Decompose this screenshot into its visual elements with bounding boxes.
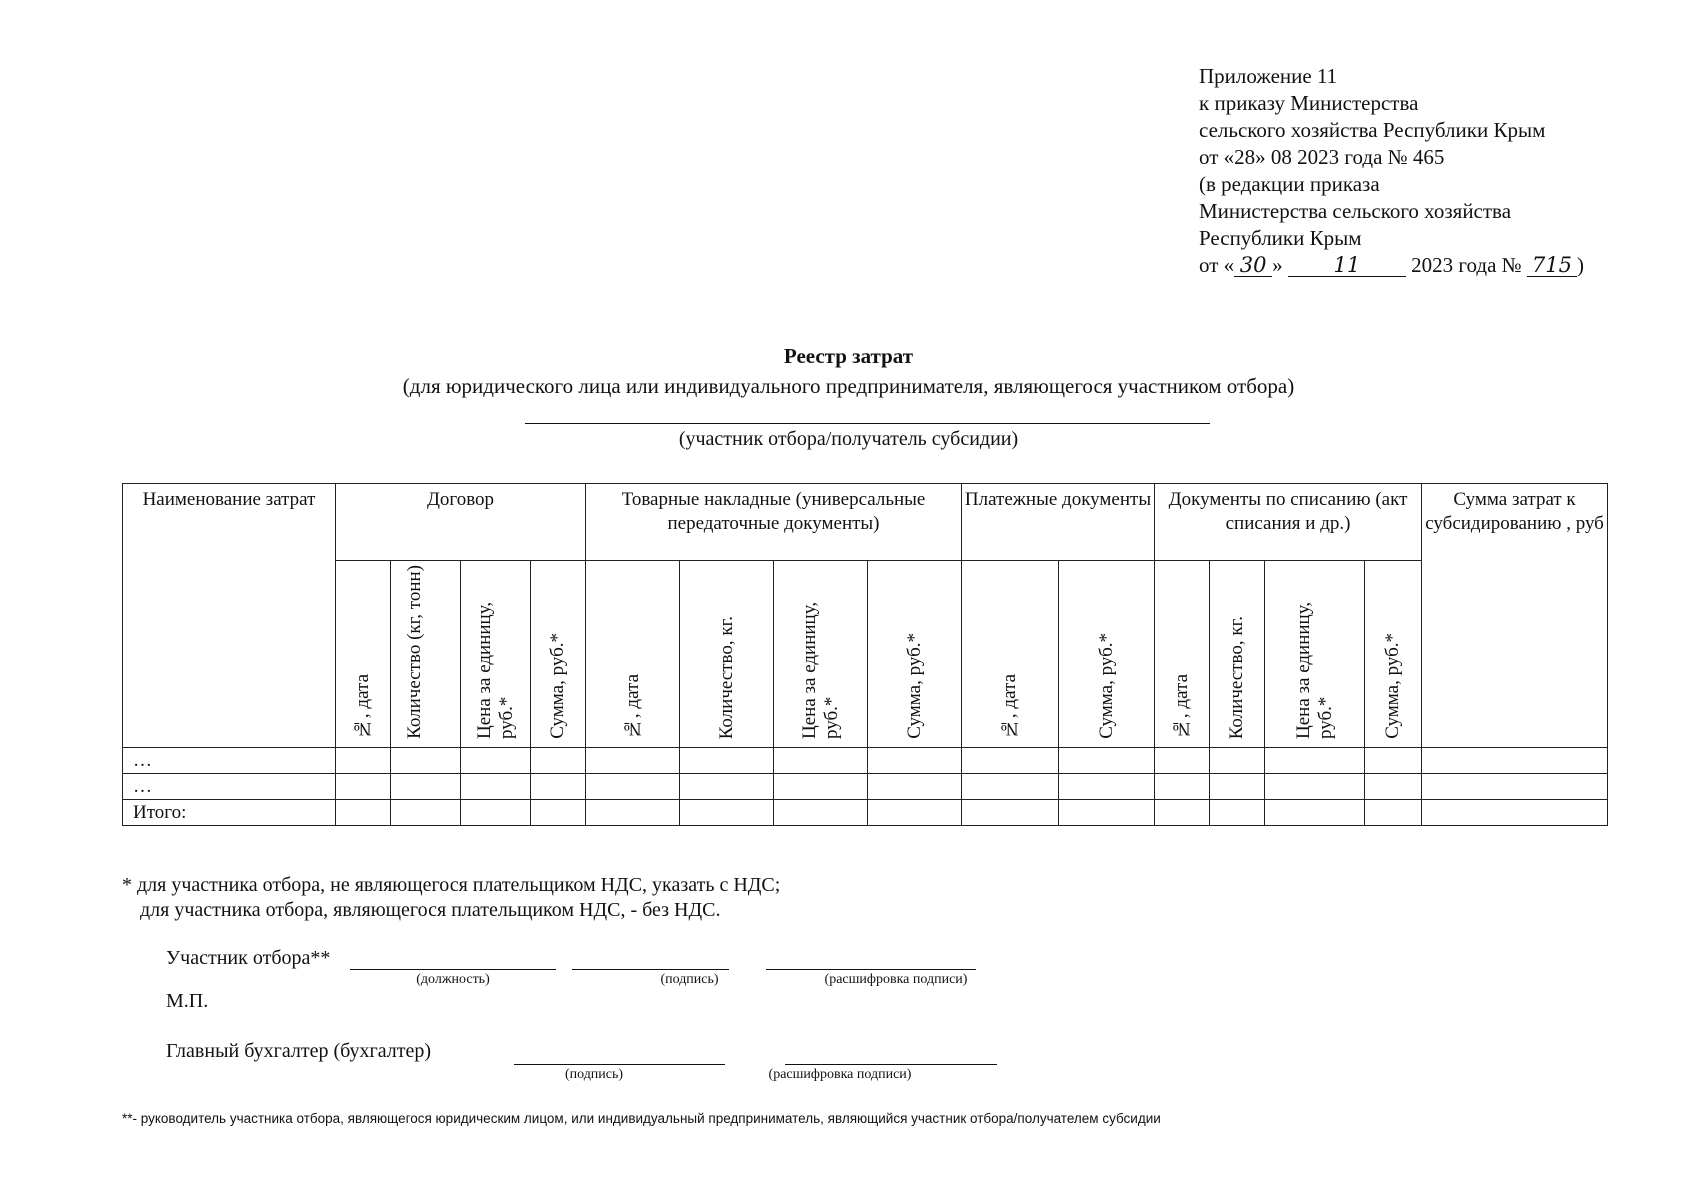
participant-signature-label: Участник отбора** xyxy=(166,947,331,969)
decode-field-line[interactable] xyxy=(766,969,976,970)
appendix-header xyxy=(1199,63,1584,279)
contract-header: Договор xyxy=(336,484,586,561)
amendment-date-line xyxy=(1199,252,1584,279)
table-cell[interactable] xyxy=(1365,800,1422,826)
document-title: Реестр затрат xyxy=(783,344,914,368)
table-cell[interactable] xyxy=(774,774,868,800)
table-cell[interactable] xyxy=(336,800,391,826)
header-sub-row xyxy=(123,561,1608,748)
table-row xyxy=(123,774,1608,800)
table-cell[interactable] xyxy=(531,800,586,826)
table-cell[interactable] xyxy=(1210,774,1265,800)
table-cell[interactable] xyxy=(1422,748,1608,774)
appendix-line: Министерства сельского хозяйства xyxy=(1199,199,1512,223)
subcol-header: Цена за единицу, руб.* xyxy=(774,561,868,748)
subcol-header: Количество, кг. xyxy=(680,561,774,748)
appendix-line: Республики Крым xyxy=(1199,226,1362,250)
accountant-signature-caption: (подпись) xyxy=(564,1067,624,1082)
participant-caption: (участник отбора/получатель субсидии) xyxy=(678,428,1019,450)
table-cell[interactable] xyxy=(680,774,774,800)
subcol-header: Количество (кг, тонн) xyxy=(391,561,461,748)
decode-caption: (расшифровка подписи) xyxy=(824,972,968,987)
subcol-header: Сумма, руб.* xyxy=(1365,561,1422,748)
table-cell[interactable] xyxy=(1265,748,1365,774)
date-day: 30 xyxy=(1234,254,1272,277)
date-prefix: от « xyxy=(1199,253,1235,277)
subcol-header: №, дата xyxy=(962,561,1059,748)
subcol-header: Цена за единицу, руб.* xyxy=(461,561,531,748)
costs-name-header: Наименование затрат xyxy=(123,484,336,748)
total-row xyxy=(123,800,1608,826)
table-cell[interactable] xyxy=(1155,748,1210,774)
accountant-decode-caption: (расшифровка подписи) xyxy=(768,1067,912,1082)
date-mid: » xyxy=(1272,253,1283,277)
table-cell[interactable] xyxy=(1422,800,1608,826)
position-field-line[interactable] xyxy=(350,969,556,970)
cost-registry-table xyxy=(122,483,1608,826)
payment-docs-header: Платежные документы xyxy=(962,484,1155,561)
table-cell[interactable] xyxy=(531,774,586,800)
table-cell[interactable] xyxy=(774,748,868,774)
table-cell[interactable] xyxy=(1059,800,1155,826)
table-cell[interactable] xyxy=(1365,748,1422,774)
table-cell[interactable] xyxy=(1265,800,1365,826)
table-cell[interactable] xyxy=(1059,748,1155,774)
vat-note-line: для участника отбора, являющегося плательщиком НДС, - без НДС. xyxy=(140,899,721,921)
accountant-signature-label: Главный бухгалтер (бухгалтер) xyxy=(166,1040,432,1062)
signature-field-line[interactable] xyxy=(572,969,729,970)
table-cell[interactable] xyxy=(868,774,962,800)
table-cell[interactable] xyxy=(586,774,680,800)
row-label: … xyxy=(123,774,336,800)
table-cell[interactable] xyxy=(1422,774,1608,800)
signature-caption: (подпись) xyxy=(660,972,719,987)
appendix-line: Приложение 11 xyxy=(1199,64,1338,88)
table-cell[interactable] xyxy=(1059,774,1155,800)
subcol-header: №, дата xyxy=(586,561,680,748)
position-caption: (должность) xyxy=(416,972,490,987)
table-cell[interactable] xyxy=(1210,748,1265,774)
order-number: 715 xyxy=(1527,254,1577,277)
table-cell[interactable] xyxy=(391,748,461,774)
accountant-decode-line[interactable] xyxy=(785,1064,997,1065)
appendix-line: сельского хозяйства Республики Крым xyxy=(1199,118,1546,142)
participant-field-line[interactable] xyxy=(525,423,1210,424)
vat-note-line: * для участника отбора, не являющегося плательщиком НДС, указать с НДС; xyxy=(122,874,781,896)
table-cell[interactable] xyxy=(774,800,868,826)
table-cell[interactable] xyxy=(680,800,774,826)
table-cell[interactable] xyxy=(461,774,531,800)
table-cell[interactable] xyxy=(1210,800,1265,826)
table-cell[interactable] xyxy=(1155,774,1210,800)
table-cell[interactable] xyxy=(1155,800,1210,826)
table-cell[interactable] xyxy=(461,748,531,774)
writeoff-docs-header: Документы по списанию (акт списания и др.) xyxy=(1155,484,1422,561)
table-cell[interactable] xyxy=(868,800,962,826)
table-cell[interactable] xyxy=(461,800,531,826)
date-year: 2023 года № xyxy=(1411,253,1522,277)
stamp-mark: М.П. xyxy=(166,990,209,1012)
subcol-header: Количество, кг. xyxy=(1210,561,1265,748)
table-cell[interactable] xyxy=(1265,774,1365,800)
date-month: 11 xyxy=(1288,254,1406,277)
footnote: **- руководитель участника отбора, являющегося юридическим лицом, или индивидуальный предприниматель, являющийся участник отбора/получателем субсидии xyxy=(122,1111,1161,1126)
subcol-header: №, дата xyxy=(1155,561,1210,748)
table-cell[interactable] xyxy=(680,748,774,774)
subcol-header: Сумма, руб.* xyxy=(868,561,962,748)
total-label: Итого: xyxy=(123,800,336,826)
row-label: … xyxy=(123,748,336,774)
subcol-header: Сумма, руб.* xyxy=(531,561,586,748)
invoices-header: Товарные накладные (универсальные передаточные документы) xyxy=(586,484,962,561)
table-cell[interactable] xyxy=(336,774,391,800)
table-cell[interactable] xyxy=(962,748,1059,774)
table-cell[interactable] xyxy=(531,748,586,774)
subcol-header: Сумма, руб.* xyxy=(1059,561,1155,748)
table-row xyxy=(123,748,1608,774)
document-subtitle: (для юридического лица или индивидуального предпринимателя, являющегося участником отбора) xyxy=(402,374,1295,398)
table-cell[interactable] xyxy=(1365,774,1422,800)
table-cell[interactable] xyxy=(962,800,1059,826)
date-suffix: ) xyxy=(1576,253,1584,277)
table-cell[interactable] xyxy=(336,748,391,774)
accountant-signature-line[interactable] xyxy=(514,1064,725,1065)
subsidy-sum-header: Сумма затрат к субсидированию , руб xyxy=(1422,484,1608,748)
subcol-header: №, дата xyxy=(336,561,391,748)
subcol-header: Цена за единицу, руб.* xyxy=(1265,561,1365,748)
header-group-row xyxy=(123,484,1608,561)
table-cell[interactable] xyxy=(586,800,680,826)
table-cell[interactable] xyxy=(962,774,1059,800)
appendix-line: к приказу Министерства xyxy=(1199,91,1419,115)
table-cell[interactable] xyxy=(586,748,680,774)
table-cell[interactable] xyxy=(391,800,461,826)
appendix-line: (в редакции приказа xyxy=(1199,172,1380,196)
vat-note xyxy=(122,873,780,923)
table-cell[interactable] xyxy=(868,748,962,774)
appendix-line: от «28» 08 2023 года № 465 xyxy=(1199,145,1445,169)
table-cell[interactable] xyxy=(391,774,461,800)
